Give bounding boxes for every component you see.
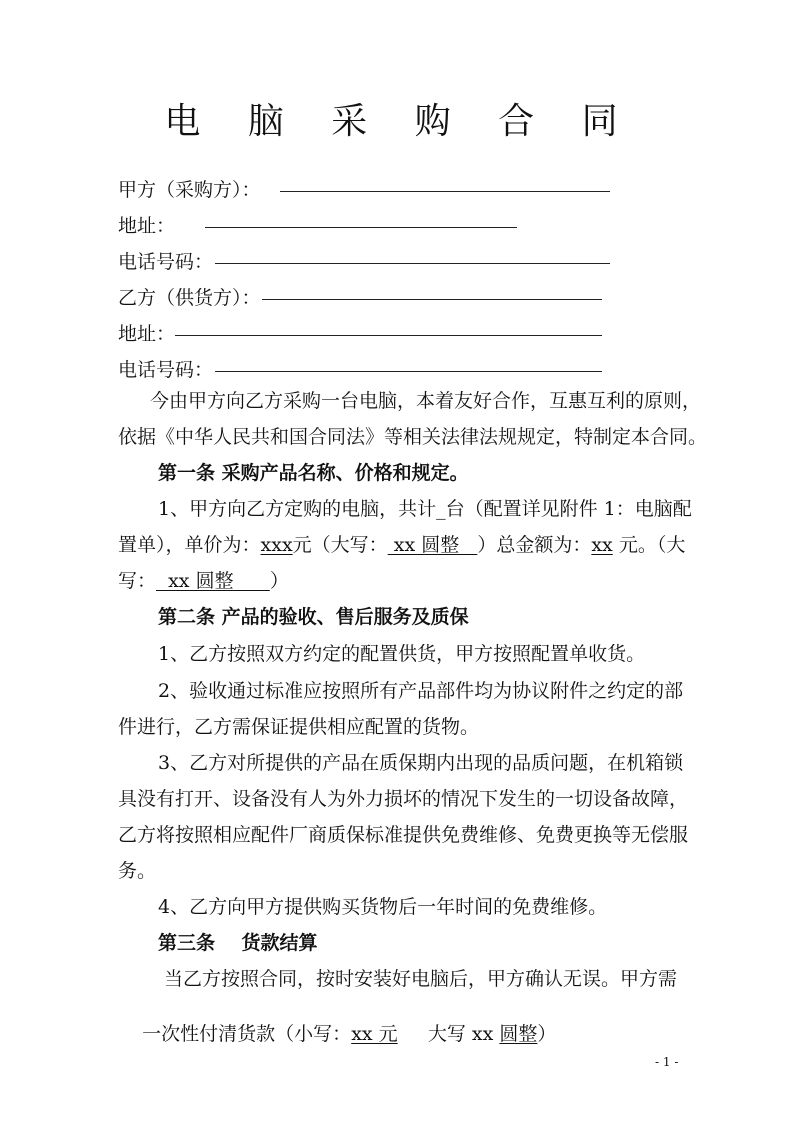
total-amount-chinese-value: xx 圆整 — [156, 570, 270, 592]
text: 一次性付清货款（小写： — [142, 1023, 352, 1045]
article-2-heading: 第二条 产品的验收、售后服务及质保 — [158, 606, 469, 628]
party-b-label: 乙方（供货方）： — [118, 287, 261, 309]
payment-amount-chinese-value: 圆整 — [499, 1023, 538, 1045]
party-b-phone-label: 电话号码： — [118, 359, 214, 381]
party-a-address-label: 地址： — [118, 215, 176, 237]
party-b-phone-blank[interactable] — [215, 371, 602, 372]
text: ）总金额为： — [477, 534, 592, 556]
page-number: - 1 - — [655, 1055, 679, 1069]
payment-amount-value: xx 元 — [351, 1023, 398, 1045]
article-2-item-3-line-1: 3、乙方对所提供的产品在质保期内出现的品质问题，在机箱锁 — [158, 752, 684, 774]
total-amount-value: xx — [591, 534, 613, 556]
article-3-line-1: 当乙方按照合同，按时安装好电脑后，甲方确认无误。甲方需 — [158, 968, 678, 990]
article-1-item-1-line-2 — [118, 536, 685, 555]
party-a-label: 甲方（采购方）： — [118, 179, 261, 201]
text: 元（大写： — [292, 534, 388, 556]
party-a-blank[interactable] — [280, 191, 610, 192]
unit-price-value: xxx — [260, 534, 293, 556]
text: ） — [537, 1023, 557, 1045]
unit-price-chinese-value: xx 圆整 — [387, 534, 478, 556]
article-2-item-2-line-1: 2、验收通过标准应按照所有产品部件均为协议附件之约定的部 — [158, 680, 684, 702]
text: 元。（大 — [612, 534, 686, 556]
article-1-item-1-line-1: 1、甲方向乙方定购的电脑，共计_台（配置详见附件 1：电脑配 — [158, 498, 692, 520]
intro-line-1: 今由甲方向乙方采购一台电脑，本着友好合作，互惠互利的原则， — [150, 390, 702, 412]
party-b-blank[interactable] — [262, 299, 602, 300]
article-2-item-3-line-2: 具没有打开、设备没有人为外力损坏的情况下发生的一切设备故障， — [118, 788, 689, 810]
text: 置单），单价为： — [118, 534, 261, 556]
article-1-heading: 第一条 采购产品名称、价格和规定。 — [158, 462, 469, 484]
intro-line-2: 依据《中华人民共和国合同法》等相关法律法规规定，特制定本合同。 — [118, 426, 708, 448]
party-a-phone-label: 电话号码： — [118, 251, 214, 273]
article-2-item-1: 1、乙方按照双方约定的配置供货，甲方按照配置单收货。 — [158, 643, 646, 665]
article-3-line-2 — [118, 1006, 556, 1063]
party-b-address-blank[interactable] — [175, 335, 602, 336]
article-2-item-3-line-3: 乙方将按照相应配件厂商质保标准提供免费维修、免费更换等无偿服 — [118, 824, 689, 846]
text: ） — [269, 570, 289, 592]
article-2-item-3-line-4: 务。 — [118, 860, 157, 882]
article-2-item-2-line-2: 件进行，乙方需保证提供相应配置的货物。 — [118, 716, 480, 738]
text: 写： — [118, 570, 157, 592]
article-2-item-4: 4、乙方向甲方提供购买货物后一年时间的免费维修。 — [158, 896, 608, 918]
article-1-item-1-line-3 — [118, 572, 289, 591]
party-b-address-label: 地址： — [118, 323, 176, 345]
party-a-address-blank[interactable] — [205, 227, 517, 228]
text: 大写 xx — [397, 1023, 500, 1045]
article-3-heading: 第三条 货款结算 — [158, 932, 318, 954]
party-a-phone-blank[interactable] — [215, 263, 610, 264]
document-title: 电 脑 采 购 合 同 — [164, 101, 636, 142]
